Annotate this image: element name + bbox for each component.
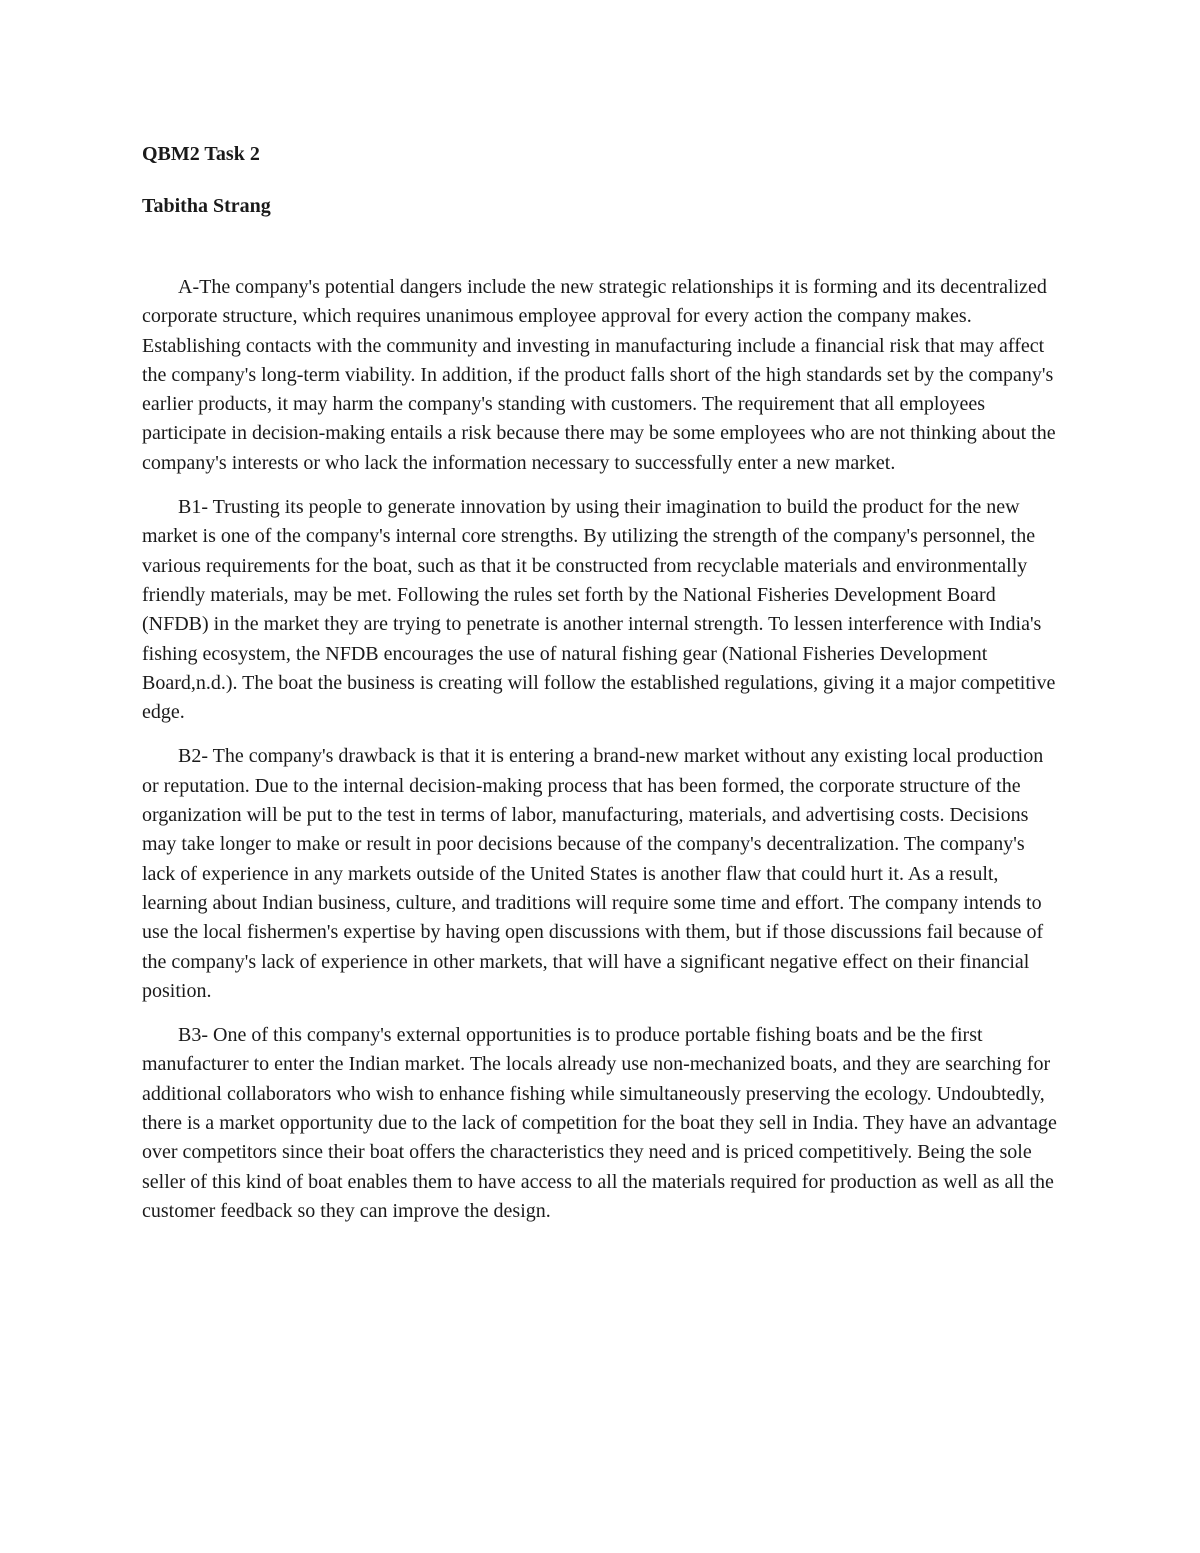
document-page	[142, 140, 1062, 1241]
paragraph-a: A-The company's potential dangers include the new strategic relationships it is forming and its decentralized corporate structure, which requires unanimous employee approval for every action the company makes. Establishing contacts with the community and investing in manufacturing include a financial risk that may affect the company's long-term viability. In addition, if the product falls short of the high standards set by the company's earlier products, it may harm the company's standing with customers. The requirement that all employees participate in decision-making entails a risk because there may be some employees who are not thinking about the company's interests or who lack the information necessary to successfully enter a new market.	[142, 276, 1056, 474]
paragraph-b2: B2- The company's drawback is that it is entering a brand-new market without any existing local production or reputation. Due to the internal decision-making process that has been formed, the corporate structure of the organization will be put to the test in terms of labor, manufacturing, materials, and advertising costs. Decisions may take longer to make or result in poor decisions because of the company's decentralization. The company's lack of experience in any markets outside of the United States is another flaw that could hurt it. As a result, learning about Indian business, culture, and traditions will require some time and effort. The company intends to use the local fishermen's expertise by having open discussions with them, but if those discussions fail because of the company's lack of experience in other markets, that will have a significant negative effect on their financial position.	[142, 745, 1044, 1002]
paragraph-b3: B3- One of this company's external opportunities is to produce portable fishing boats and be the first manufacturer to enter the Indian market. The locals already use non-mechanized boats, and they are searching for additional collaborators who wish to enhance fishing while simultaneously preserving the ecology. Undoubtedly, there is a market opportunity due to the lack of competition for the boat they sell in India. They have an advantage over competitors since their boat offers the characteristics they need and is priced competitively. Being the sole seller of this kind of boat enables them to have access to all the materials required for production as well as all the customer feedback so they can improve the design.	[142, 1024, 1057, 1222]
document-title: QBM2 Task 2	[142, 143, 260, 165]
document-author: Tabitha Strang	[142, 195, 271, 217]
paragraph-b1: B1- Trusting its people to generate innovation by using their imagination to build the product for the new market is one of the company's internal core strengths. By utilizing the strength of the company's personnel, the various requirements for the boat, such as that it be constructed from recyclable materials and environmentally friendly materials, may be met. Following the rules set forth by the National Fisheries Development Board (NFDB) in the market they are trying to penetrate is another internal strength. To lessen interference with India's fishing ecosystem, the NFDB encourages the use of natural fishing gear (National Fisheries Development Board,n.d.). The boat the business is creating will follow the established regulations, giving it a major competitive edge.	[142, 496, 1056, 724]
